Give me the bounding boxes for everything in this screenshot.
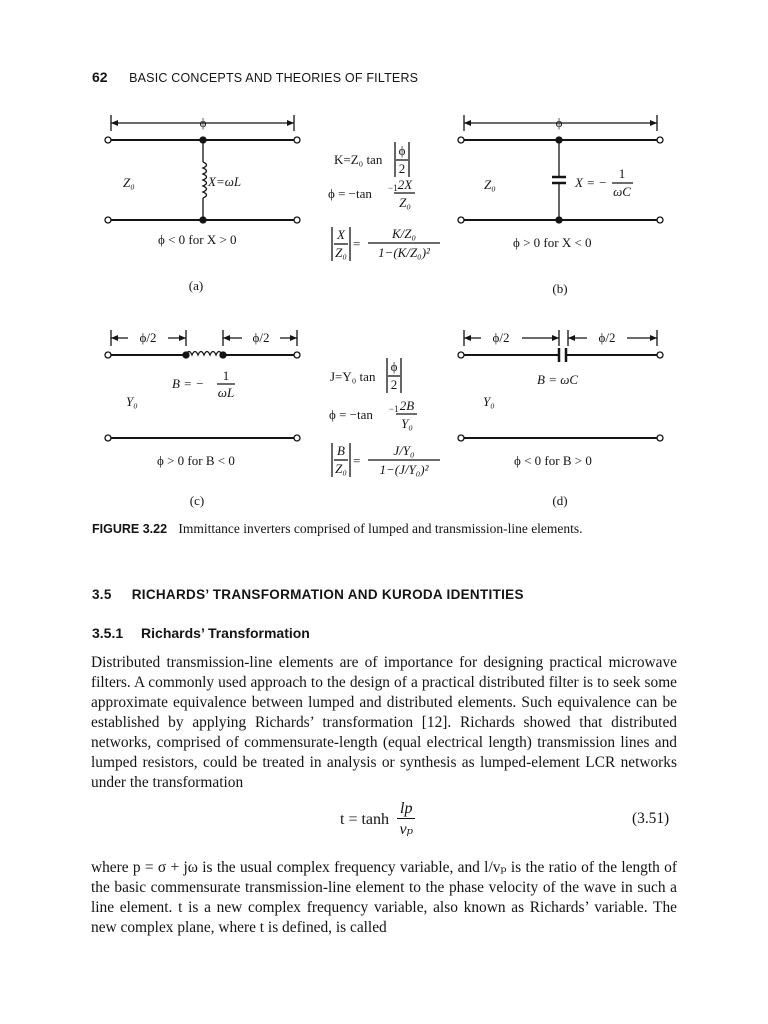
eq-ratio-top-left-den: Z₀ [335, 245, 347, 260]
eq-phi-top-exponent: −1 [388, 183, 398, 193]
section-heading [92, 587, 524, 602]
panel-b-condition: ϕ > 0 for X < 0 [513, 235, 592, 250]
panel-d-phi-right: ϕ/2 [598, 330, 616, 345]
eq-j-denominator: 2 [390, 377, 398, 392]
eq-k-numerator: ϕ [398, 143, 406, 158]
panel-c-phi-left: ϕ/2 [139, 330, 157, 345]
panel-b-circuit [458, 115, 663, 223]
panel-a-condition: ϕ < 0 for X > 0 [158, 232, 237, 247]
equation-denominator: vₚ [399, 821, 413, 838]
section-title: RICHARDS’ TRANSFORMATION AND KURODA IDENTITIES [131, 587, 524, 602]
panel-d-condition: ϕ < 0 for B > 0 [514, 453, 592, 468]
paragraph-1-text: Distributed transmission-line elements are of importance for designing practical microwave filters. A commonly used approach to the design of a practical distributed filter is to seek some approximate equivalence between lumped and distributed elements. Such equivalence can be established by applying Richards’ transformation [12]. Richards showed that distributed networks, comprised of commensurate-length (equal electrical length) transmission lines and lumped resistors, could be treated in analysis or synthesis as lumped-element LCR networks under the transformation [91, 654, 677, 791]
panel-c-phi-right: ϕ/2 [252, 330, 270, 345]
panel-d-y0: Y₀ [483, 394, 495, 409]
eq-phi-top-lhs: ϕ = −tan [328, 186, 372, 201]
running-title: BASIC CONCEPTS AND THEORIES OF FILTERS [129, 71, 419, 85]
paragraph-1 [91, 653, 677, 793]
page-number: 62 [92, 69, 108, 85]
panel-a-circuit [105, 115, 300, 223]
panel-a-z0: Z₀ [123, 175, 135, 190]
panel-d-b: B = ωC [537, 372, 579, 387]
panel-a-x: X=ωL [208, 174, 242, 189]
figure-3-22 [90, 105, 680, 515]
eq-phi-bot-denominator: Y₀ [401, 416, 413, 431]
eq-ratio-top-left-num: X [337, 227, 345, 242]
section-number: 3.5 [92, 587, 112, 602]
panel-c-b-denominator: ωL [217, 385, 235, 400]
panel-c-condition: ϕ > 0 for B < 0 [157, 453, 235, 468]
panel-c-b-numerator: 1 [222, 368, 230, 383]
eq-phi-bot-lhs: ϕ = −tan [329, 407, 373, 422]
panel-b-x-denominator: ωC [613, 184, 631, 199]
subsection-heading [92, 625, 310, 641]
eq-phi-top-denominator: Z₀ [399, 195, 411, 210]
eq-ratio-bot-equals: = [353, 453, 361, 468]
panel-a-tag: (a) [188, 278, 204, 293]
paragraph-2-text: where p = σ + jω is the usual complex frequency variable, and l/vₚ is the ratio of the length of the basic commensurate transmission-line element to the phase velocity of the wave in such a line element. t is a new complex frequency variable, also known as Richards’ variable. The new complex plane, where t is defined, is called [91, 859, 677, 936]
eq-j-numerator: ϕ [390, 359, 398, 374]
panel-c-tag: (c) [189, 493, 205, 508]
equation-number: (3.51) [632, 810, 670, 827]
equation-lhs: t = tanh [340, 810, 390, 828]
equation-rules [217, 142, 633, 477]
panel-b-z0: Z₀ [484, 177, 496, 192]
equation-fraction [397, 800, 415, 839]
subsection-number: 3.5.1 [92, 625, 124, 641]
figure-caption [92, 521, 583, 537]
eq-j-lhs: J=Y₀ tan [330, 369, 376, 384]
eq-ratio-top-num: K/Z₀ [391, 226, 417, 241]
eq-ratio-bot-left-num: B [337, 443, 345, 458]
eq-k-lhs: K=Z₀ tan [334, 152, 383, 167]
panel-c-b: B = − [172, 376, 204, 391]
panel-a-phi: ϕ [199, 115, 207, 130]
panel-d-phi-left: ϕ/2 [492, 330, 510, 345]
eq-ratio-top-equals: = [353, 236, 361, 251]
panel-c-y0: Y₀ [126, 394, 138, 409]
eq-ratio-top-den: 1−(K/Z₀)² [378, 245, 430, 260]
figure-label: FIGURE 3.22 [92, 522, 168, 536]
eq-ratio-bot-left-den: Z₀ [335, 461, 347, 476]
eq-phi-top-numerator: 2X [397, 177, 413, 192]
eq-ratio-bot-num: J/Y₀ [393, 443, 415, 458]
paragraph-2 [91, 858, 677, 938]
subsection-title: Richards’ Transformation [141, 625, 310, 641]
eq-k-denominator: 2 [398, 161, 406, 176]
equation-3-51 [340, 800, 415, 839]
equation-numerator: lp [397, 800, 415, 819]
eq-phi-bot-exponent: −1 [389, 404, 399, 414]
panel-b-x-numerator: 1 [618, 166, 626, 181]
eq-phi-bot-numerator: 2B [399, 398, 415, 413]
panel-d-tag: (d) [552, 493, 568, 508]
running-header [92, 69, 418, 87]
eq-ratio-bot-den: 1−(J/Y₀)² [379, 462, 429, 477]
panel-b-tag: (b) [552, 281, 568, 296]
panel-b-x: X = − [575, 175, 607, 190]
figure-caption-text: Immittance inverters comprised of lumped and transmission-line elements. [178, 521, 583, 536]
panel-b-phi: ϕ [555, 115, 563, 130]
